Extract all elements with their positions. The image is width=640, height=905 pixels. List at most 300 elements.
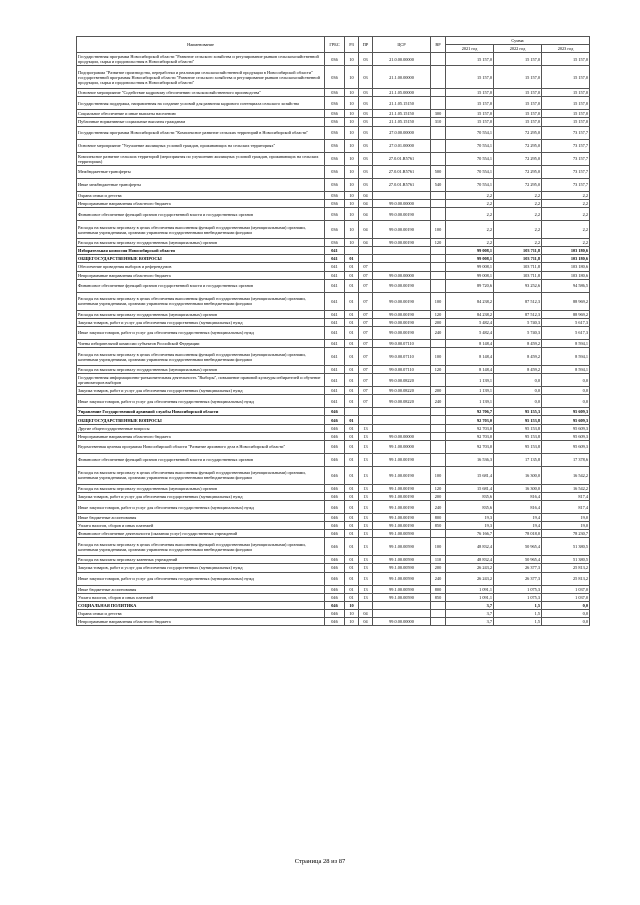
row-name: Другие общегосударственные вопросы xyxy=(77,424,325,432)
row-pr: 07 xyxy=(359,292,373,310)
row-grbs: 036 xyxy=(325,126,345,139)
row-name: Финансовое обеспечение деятельности (оказания услуг) государственных учреждений xyxy=(77,530,325,538)
table-row xyxy=(77,97,590,110)
table-row xyxy=(77,366,590,374)
row-pr: 13 xyxy=(359,593,373,601)
row-vr xyxy=(431,424,446,432)
row-sum-2022: 50 965,4 xyxy=(494,538,542,556)
row-sum-2023: 15 157,0 xyxy=(542,97,590,110)
row-sum-2021: 8 148,4 xyxy=(446,366,494,374)
row-sum-2021: 92 703,0 xyxy=(446,424,494,432)
row-csr: 21.1.05.15150 xyxy=(373,118,431,126)
row-grbs: 046 xyxy=(325,484,345,492)
row-name: Непрограммные направления областного бюджета xyxy=(77,617,325,625)
row-rz: 01 xyxy=(345,572,359,585)
row-grbs: 036 xyxy=(325,89,345,97)
row-vr xyxy=(431,453,446,466)
row-csr xyxy=(373,408,431,416)
row-sum-2023: 51 380,5 xyxy=(542,538,590,556)
row-name: Расходы на выплаты персоналу в целях обеспечения выполнения функций государственными (муниципальными) органами, казенными учреждениями, органами управления государственными внебюджетными фондами xyxy=(77,348,325,366)
table-row xyxy=(77,374,590,387)
row-csr: 99.1.00.00590 xyxy=(373,538,431,556)
row-sum-2023: 19,0 xyxy=(542,522,590,530)
row-rz xyxy=(345,247,359,255)
row-rz: 01 xyxy=(345,374,359,387)
row-pr: 13 xyxy=(359,538,373,556)
row-csr: 21.1.00.00000 xyxy=(373,66,431,89)
row-sum-2021: 26 243,2 xyxy=(446,572,494,585)
table-row xyxy=(77,200,590,208)
row-rz xyxy=(345,408,359,416)
row-grbs: 046 xyxy=(325,522,345,530)
row-name: Финансовое обеспечение функций органов государственной власти и государственных органов xyxy=(77,279,325,292)
row-rz: 10 xyxy=(345,221,359,239)
row-grbs: 046 xyxy=(325,601,345,609)
row-vr xyxy=(431,255,446,263)
row-sum-2023: 16 542,2 xyxy=(542,484,590,492)
row-pr: 03 xyxy=(359,178,373,191)
row-csr: 99.0.00.00190 xyxy=(373,279,431,292)
row-rz: 10 xyxy=(345,165,359,178)
row-sum-2021: 15 681,4 xyxy=(446,484,494,492)
row-csr: 99.0.00.00000 xyxy=(373,617,431,625)
row-csr: 99.0.00.00190 xyxy=(373,310,431,318)
row-name: Подпрограмма "Развитие производства, переработки и реализации сельскохозяйственной продукции в Новосибирской области" государственной программы Новосибирской области "Развитие сельского хозяйства и регулирование рынков сельскохозяйственной продукции, сырья и продовольствия в Новосибирской области" xyxy=(77,66,325,89)
row-csr: 99.0.00.07110 xyxy=(373,339,431,347)
row-pr: 13 xyxy=(359,484,373,492)
row-sum-2021: 3,7 xyxy=(446,609,494,617)
row-sum-2021: 1 091,1 xyxy=(446,585,494,593)
table-row xyxy=(77,572,590,585)
row-sum-2022: 816,4 xyxy=(494,501,542,514)
row-rz: 10 xyxy=(345,110,359,118)
row-rz: 10 xyxy=(345,152,359,165)
row-sum-2021: 70 554,1 xyxy=(446,152,494,165)
row-csr: 99.1.00.00190 xyxy=(373,484,431,492)
row-sum-2023: 95 609,3 xyxy=(542,408,590,416)
row-rz: 01 xyxy=(345,255,359,263)
row-name: Комплексное развитие сельских территорий (мероприятия по улучшению жилищных условий граждан, проживающих на сельских территориях) xyxy=(77,152,325,165)
table-row xyxy=(77,178,590,191)
row-csr: 21.0.00.00000 xyxy=(373,53,431,66)
row-csr: 99.0.00.08220 xyxy=(373,387,431,395)
row-grbs: 046 xyxy=(325,593,345,601)
row-sum-2023: 103 180,6 xyxy=(542,271,590,279)
row-sum-2022: 72 295,0 xyxy=(494,139,542,152)
row-sum-2022: 2,2 xyxy=(494,208,542,221)
row-csr: 99.0.00.00190 xyxy=(373,239,431,247)
table-row xyxy=(77,585,590,593)
row-name: Расходы на выплаты персоналу государственных (муниципальных) органов xyxy=(77,366,325,374)
table-row xyxy=(77,326,590,339)
row-rz: 10 xyxy=(345,139,359,152)
row-rz: 01 xyxy=(345,556,359,564)
row-sum-2023: 73 157,7 xyxy=(542,139,590,152)
row-pr: 13 xyxy=(359,556,373,564)
table-body xyxy=(77,53,590,626)
table-row xyxy=(77,564,590,572)
row-name: Иные закупки товаров, работ и услуг для обеспечения государственных (муниципальных) нужд xyxy=(77,501,325,514)
row-sum-2021: 2,2 xyxy=(446,208,494,221)
row-csr: 99.0.00.00000 xyxy=(373,432,431,440)
row-grbs: 041 xyxy=(325,279,345,292)
row-pr: 04 xyxy=(359,221,373,239)
row-sum-2022: 103 711,8 xyxy=(494,255,542,263)
row-vr xyxy=(431,617,446,625)
row-sum-2021: 5 482,4 xyxy=(446,326,494,339)
row-rz: 01 xyxy=(345,453,359,466)
row-rz: 01 xyxy=(345,522,359,530)
row-vr: 240 xyxy=(431,395,446,408)
row-sum-2023: 15 157,0 xyxy=(542,53,590,66)
table-row xyxy=(77,310,590,318)
table-row xyxy=(77,538,590,556)
row-sum-2022: 0,0 xyxy=(494,374,542,387)
row-rz: 01 xyxy=(345,271,359,279)
row-vr: 120 xyxy=(431,239,446,247)
header-year-2023: 2023 год xyxy=(542,45,590,53)
row-csr: 99.0.00.00190 xyxy=(373,208,431,221)
row-sum-2023: 15 157,0 xyxy=(542,66,590,89)
row-csr xyxy=(373,416,431,424)
row-sum-2022: 95 153,8 xyxy=(494,424,542,432)
row-sum-2022: 26 377,3 xyxy=(494,572,542,585)
row-grbs: 046 xyxy=(325,408,345,416)
budget-table xyxy=(76,36,590,626)
row-pr: 13 xyxy=(359,440,373,453)
row-sum-2022: 103 711,8 xyxy=(494,263,542,271)
row-sum-2023: 15 157,0 xyxy=(542,89,590,97)
row-sum-2023: 51 380,5 xyxy=(542,556,590,564)
row-sum-2022: 95 153,8 xyxy=(494,440,542,453)
row-vr xyxy=(431,139,446,152)
row-vr xyxy=(431,339,446,347)
row-vr xyxy=(431,263,446,271)
row-pr: 03 xyxy=(359,152,373,165)
row-name: Расходы на выплаты персоналу в целях обеспечения выполнения функций государственными (муниципальными) органами, казенными учреждениями, органами управления государственными внебюджетными фондами xyxy=(77,292,325,310)
row-csr: 99.1.00.00190 xyxy=(373,466,431,484)
row-sum-2023: 25 813,2 xyxy=(542,572,590,585)
row-name: Уплата налогов, сборов и иных платежей xyxy=(77,522,325,530)
row-grbs: 041 xyxy=(325,292,345,310)
row-grbs: 046 xyxy=(325,572,345,585)
header-grbs: ГРБС xyxy=(325,37,345,53)
row-vr: 200 xyxy=(431,387,446,395)
row-pr: 03 xyxy=(359,97,373,110)
row-sum-2023: 0,0 xyxy=(542,609,590,617)
row-sum-2022: 26 377,3 xyxy=(494,564,542,572)
table-row xyxy=(77,556,590,564)
row-vr xyxy=(431,271,446,279)
row-sum-2023: 817,4 xyxy=(542,493,590,501)
table-row xyxy=(77,601,590,609)
row-sum-2022: 5 740,3 xyxy=(494,318,542,326)
row-sum-2021: 84 238,2 xyxy=(446,310,494,318)
row-rz: 01 xyxy=(345,585,359,593)
row-sum-2021: 2,2 xyxy=(446,221,494,239)
row-sum-2021: 15 157,0 xyxy=(446,97,494,110)
row-sum-2023: 0,0 xyxy=(542,387,590,395)
table-row xyxy=(77,339,590,347)
row-csr xyxy=(373,601,431,609)
row-csr: 27.0.01.R5761 xyxy=(373,165,431,178)
row-rz: 10 xyxy=(345,208,359,221)
row-sum-2023: 1 037,0 xyxy=(542,593,590,601)
row-vr: 540 xyxy=(431,178,446,191)
row-grbs: 036 xyxy=(325,66,345,89)
row-rz: 01 xyxy=(345,366,359,374)
row-pr: 13 xyxy=(359,572,373,585)
row-pr: 07 xyxy=(359,326,373,339)
row-grbs: 036 xyxy=(325,191,345,199)
row-grbs: 046 xyxy=(325,466,345,484)
row-name: Обеспечение проведения выборов и референдумов xyxy=(77,263,325,271)
row-rz: 01 xyxy=(345,279,359,292)
table-row xyxy=(77,271,590,279)
row-vr: 500 xyxy=(431,165,446,178)
row-sum-2022: 1,5 xyxy=(494,609,542,617)
table-row xyxy=(77,247,590,255)
row-sum-2023: 95 609,3 xyxy=(542,416,590,424)
row-name: Закупка товаров, работ и услуг для обеспечения государственных (муниципальных) нужд xyxy=(77,564,325,572)
row-sum-2021: 99 008,1 xyxy=(446,255,494,263)
row-sum-2021: 2,2 xyxy=(446,200,494,208)
row-sum-2021: 1 139,1 xyxy=(446,374,494,387)
row-sum-2023: 73 157,7 xyxy=(542,165,590,178)
row-sum-2022: 72 295,0 xyxy=(494,165,542,178)
row-grbs: 041 xyxy=(325,247,345,255)
row-csr: 99.0.00.00190 xyxy=(373,292,431,310)
row-grbs: 046 xyxy=(325,501,345,514)
row-sum-2022: 1 075,3 xyxy=(494,585,542,593)
row-sum-2021: 92 703,0 xyxy=(446,416,494,424)
table-row xyxy=(77,593,590,601)
row-grbs: 036 xyxy=(325,97,345,110)
row-grbs: 036 xyxy=(325,139,345,152)
row-sum-2023: 0,0 xyxy=(542,395,590,408)
table-row xyxy=(77,617,590,625)
row-sum-2021: 92 706,7 xyxy=(446,408,494,416)
row-grbs: 041 xyxy=(325,339,345,347)
row-grbs: 041 xyxy=(325,395,345,408)
row-csr: 27.0.01.00000 xyxy=(373,139,431,152)
row-pr xyxy=(359,408,373,416)
row-sum-2022: 72 295,0 xyxy=(494,152,542,165)
row-grbs: 036 xyxy=(325,221,345,239)
row-vr: 240 xyxy=(431,501,446,514)
row-name: Межбюджетные трансферты xyxy=(77,165,325,178)
table-row xyxy=(77,279,590,292)
row-name: СОЦИАЛЬНАЯ ПОЛИТИКА xyxy=(77,601,325,609)
row-vr: 100 xyxy=(431,292,446,310)
row-csr: 99.1.00.00590 xyxy=(373,572,431,585)
row-grbs: 046 xyxy=(325,453,345,466)
row-vr xyxy=(431,440,446,453)
row-grbs: 041 xyxy=(325,310,345,318)
row-csr xyxy=(373,609,431,617)
row-pr: 13 xyxy=(359,453,373,466)
row-vr: 100 xyxy=(431,466,446,484)
row-sum-2022: 5 740,3 xyxy=(494,326,542,339)
row-sum-2022: 78 018,0 xyxy=(494,530,542,538)
row-pr: 04 xyxy=(359,200,373,208)
row-grbs: 041 xyxy=(325,366,345,374)
row-sum-2022: 8 459,2 xyxy=(494,366,542,374)
row-csr: 99.0.00.00190 xyxy=(373,326,431,339)
row-csr: 99.0.00.00190 xyxy=(373,221,431,239)
row-pr: 07 xyxy=(359,366,373,374)
row-csr: 99.1.00.00590 xyxy=(373,530,431,538)
row-grbs: 041 xyxy=(325,255,345,263)
row-sum-2022: 87 512,3 xyxy=(494,292,542,310)
table-row xyxy=(77,53,590,66)
row-sum-2021: 70 554,1 xyxy=(446,139,494,152)
row-rz: 10 xyxy=(345,53,359,66)
row-sum-2021: 84 238,2 xyxy=(446,292,494,310)
row-sum-2023: 88 969,2 xyxy=(542,292,590,310)
row-vr: 310 xyxy=(431,118,446,126)
table-row xyxy=(77,318,590,326)
row-name: Основное мероприятие "Содействие кадровому обеспечению сельскохозяйственного производства" xyxy=(77,89,325,97)
table-row xyxy=(77,239,590,247)
row-vr xyxy=(431,200,446,208)
row-vr: 300 xyxy=(431,110,446,118)
row-rz: 01 xyxy=(345,292,359,310)
table-row xyxy=(77,139,590,152)
header-year-2021: 2021 год xyxy=(446,45,494,53)
row-vr xyxy=(431,416,446,424)
table-row xyxy=(77,66,590,89)
row-rz: 01 xyxy=(345,493,359,501)
row-grbs: 046 xyxy=(325,432,345,440)
row-pr: 07 xyxy=(359,279,373,292)
row-vr xyxy=(431,152,446,165)
row-grbs: 041 xyxy=(325,263,345,271)
row-name: Непрограммные направления областного бюджета xyxy=(77,432,325,440)
row-pr: 03 xyxy=(359,110,373,118)
row-grbs: 036 xyxy=(325,200,345,208)
row-grbs: 041 xyxy=(325,348,345,366)
row-csr: 21.1.05.15150 xyxy=(373,110,431,118)
row-sum-2021: 70 554,1 xyxy=(446,126,494,139)
row-name: Иные межбюджетные трансферты xyxy=(77,178,325,191)
row-sum-2023: 73 157,7 xyxy=(542,152,590,165)
row-name: Расходы на выплаты персоналу государственных (муниципальных) органов xyxy=(77,484,325,492)
row-vr: 100 xyxy=(431,221,446,239)
row-grbs: 046 xyxy=(325,493,345,501)
row-pr: 07 xyxy=(359,310,373,318)
row-name: Управление Государственной архивной службы Новосибирской области xyxy=(77,408,325,416)
row-vr xyxy=(431,609,446,617)
row-name: Непрограммные направления областного бюджета xyxy=(77,271,325,279)
row-grbs: 046 xyxy=(325,538,345,556)
row-sum-2021: 92 703,0 xyxy=(446,440,494,453)
row-sum-2023: 73 157,7 xyxy=(542,178,590,191)
row-vr: 240 xyxy=(431,572,446,585)
table-row xyxy=(77,609,590,617)
row-vr xyxy=(431,191,446,199)
row-sum-2021: 19,3 xyxy=(446,514,494,522)
row-csr: 99.1.00.00190 xyxy=(373,493,431,501)
row-grbs: 046 xyxy=(325,514,345,522)
row-name: ОБЩЕГОСУДАРСТВЕННЫЕ ВОПРОСЫ xyxy=(77,416,325,424)
row-sum-2021: 1 091,1 xyxy=(446,593,494,601)
table-row xyxy=(77,208,590,221)
table-row xyxy=(77,522,590,530)
row-name: Расходы на выплаты персоналу в целях обеспечения выполнения функций государственными (муниципальными) органами, казенными учреждениями, органами управления государственными внебюджетными фондами xyxy=(77,221,325,239)
row-pr: 13 xyxy=(359,522,373,530)
row-csr xyxy=(373,255,431,263)
row-name: Иные закупки товаров, работ и услуг для обеспечения государственных (муниципальных) нужд xyxy=(77,326,325,339)
row-vr xyxy=(431,89,446,97)
row-vr: 200 xyxy=(431,564,446,572)
document-page xyxy=(76,36,589,626)
row-sum-2021: 99 008,1 xyxy=(446,263,494,271)
row-sum-2022: 8 459,2 xyxy=(494,348,542,366)
row-pr xyxy=(359,601,373,609)
table-row xyxy=(77,110,590,118)
row-name: Закупка товаров, работ и услуг для обеспечения государственных (муниципальных) нужд xyxy=(77,318,325,326)
row-sum-2022: 93 252,6 xyxy=(494,279,542,292)
table-row xyxy=(77,348,590,366)
row-pr: 03 xyxy=(359,66,373,89)
row-pr: 03 xyxy=(359,139,373,152)
row-sum-2021: 1 139,1 xyxy=(446,387,494,395)
row-sum-2021: 19,3 xyxy=(446,522,494,530)
row-rz: 01 xyxy=(345,263,359,271)
row-sum-2021: 99 008,1 xyxy=(446,247,494,255)
table-row xyxy=(77,408,590,416)
row-name: Иные бюджетные ассигнования xyxy=(77,585,325,593)
row-vr: 120 xyxy=(431,484,446,492)
row-csr xyxy=(373,247,431,255)
row-vr xyxy=(431,374,446,387)
row-name: Основное мероприятие "Улучшение жилищных условий граждан, проживающих на сельских территориях" xyxy=(77,139,325,152)
row-csr: 99.0.00.07110 xyxy=(373,366,431,374)
row-vr xyxy=(431,97,446,110)
row-csr: 99.1.00.00000 xyxy=(373,440,431,453)
row-grbs: 041 xyxy=(325,374,345,387)
page-number: Страница 28 из 87 xyxy=(294,858,346,865)
row-sum-2022: 2,2 xyxy=(494,239,542,247)
row-rz: 01 xyxy=(345,326,359,339)
table-row xyxy=(77,126,590,139)
row-sum-2023: 2,2 xyxy=(542,200,590,208)
row-rz: 10 xyxy=(345,617,359,625)
row-sum-2023: 78 230,7 xyxy=(542,530,590,538)
row-vr: 100 xyxy=(431,538,446,556)
row-vr xyxy=(431,408,446,416)
row-sum-2023: 17 378,6 xyxy=(542,453,590,466)
row-grbs: 046 xyxy=(325,585,345,593)
row-vr: 100 xyxy=(431,348,446,366)
row-grbs: 036 xyxy=(325,110,345,118)
row-csr: 99.1.00.00590 xyxy=(373,564,431,572)
row-sum-2022: 17 135,8 xyxy=(494,453,542,466)
row-sum-2022: 15 157,0 xyxy=(494,89,542,97)
table-row xyxy=(77,424,590,432)
row-csr: 99.0.00.08220 xyxy=(373,395,431,408)
row-sum-2021: 15 681,4 xyxy=(446,466,494,484)
row-grbs: 046 xyxy=(325,416,345,424)
row-sum-2021: 26 243,2 xyxy=(446,564,494,572)
row-sum-2023: 0,0 xyxy=(542,617,590,625)
row-csr: 99.0.00.07110 xyxy=(373,348,431,366)
row-csr: 99.0.00.00000 xyxy=(373,200,431,208)
row-sum-2021: 15 157,0 xyxy=(446,110,494,118)
table-row xyxy=(77,292,590,310)
row-sum-2022: 1,5 xyxy=(494,601,542,609)
